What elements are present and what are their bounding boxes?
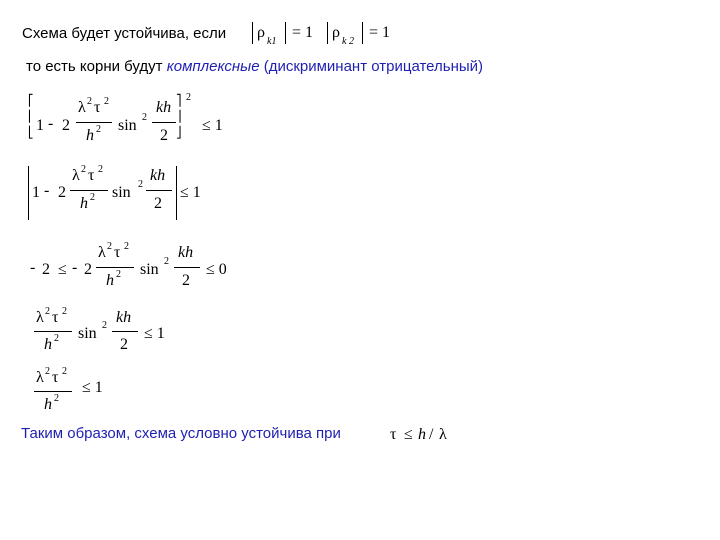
h-var: h xyxy=(86,127,94,144)
fraction-bar xyxy=(112,331,138,332)
less-equal: ≤ xyxy=(58,261,67,278)
abs-bar-right xyxy=(285,22,286,44)
h-var: h xyxy=(106,272,114,289)
sin-func: sin xyxy=(118,117,137,134)
relation: ≤ 1 xyxy=(202,117,223,134)
sin-func: sin xyxy=(112,184,131,201)
relation: ≤ 1 xyxy=(144,325,165,342)
fraction-bar xyxy=(146,190,172,191)
relation: ≤ 0 xyxy=(206,261,227,278)
conclusion-text: Таким образом, схема условно устойчива при xyxy=(21,425,341,442)
lambda: λ xyxy=(36,369,44,386)
two: 2 xyxy=(58,184,66,201)
lambda: λ xyxy=(439,426,447,443)
lambda: λ xyxy=(72,167,80,184)
slash: / xyxy=(429,426,434,443)
abs-bar-left xyxy=(327,22,328,44)
abs-bar-left xyxy=(252,22,253,44)
roots-prefix: то есть корни будут xyxy=(26,58,163,75)
rho-subscript: k1 xyxy=(267,36,277,47)
intro-text: Схема будет устойчива, если xyxy=(22,25,227,42)
sin-func: sin xyxy=(78,325,97,342)
kh-var: kh xyxy=(116,309,132,326)
denominator: 2 xyxy=(120,336,128,353)
kh-var: kh xyxy=(156,99,172,116)
minus: - xyxy=(44,182,50,199)
fraction-bar xyxy=(34,331,72,332)
h-var: h xyxy=(44,396,52,413)
lambda: λ xyxy=(78,99,86,116)
rho-symbol: ρ xyxy=(332,24,340,41)
relation: = 1 xyxy=(369,24,391,41)
rho-symbol: ρ xyxy=(257,24,265,41)
two: 2 xyxy=(62,117,70,134)
lambda: λ xyxy=(36,309,44,326)
rho-subscript: k 2 xyxy=(342,36,354,47)
fraction-bar xyxy=(70,190,108,191)
minus: - xyxy=(30,259,36,276)
complex-word: комплексные xyxy=(166,58,260,75)
tau: τ xyxy=(52,309,59,326)
fraction-bar xyxy=(76,122,112,123)
tau: τ xyxy=(88,167,95,184)
tau: τ xyxy=(390,426,397,443)
h-var: h xyxy=(418,426,426,443)
kh-var: kh xyxy=(178,244,194,261)
fraction-bar xyxy=(174,267,200,268)
discriminant-note: (дискриминант отрицательный) xyxy=(263,58,484,75)
tau: τ xyxy=(94,99,101,116)
one: 1 xyxy=(36,117,44,134)
denominator: 2 xyxy=(160,127,168,144)
two: 2 xyxy=(42,261,50,278)
abs-bar-right xyxy=(176,166,177,220)
roots-statement xyxy=(26,58,483,75)
tau: τ xyxy=(52,369,59,386)
denominator: 2 xyxy=(154,195,162,212)
fraction-bar xyxy=(152,122,176,123)
lambda: λ xyxy=(98,244,106,261)
relation: ≤ 1 xyxy=(82,379,103,396)
relation: ≤ 1 xyxy=(180,184,201,201)
h-var: h xyxy=(44,336,52,353)
abs-bar-left xyxy=(28,166,29,220)
minus: - xyxy=(72,259,78,276)
kh-var: kh xyxy=(150,167,166,184)
relation: = 1 xyxy=(292,24,314,41)
two: 2 xyxy=(84,261,92,278)
one: 1 xyxy=(32,184,40,201)
denominator: 2 xyxy=(182,272,190,289)
less-equal: ≤ xyxy=(404,426,413,443)
fraction-bar xyxy=(96,267,134,268)
sin-func: sin xyxy=(140,261,159,278)
h-var: h xyxy=(80,195,88,212)
fraction-bar xyxy=(34,391,72,392)
minus: - xyxy=(48,115,54,132)
abs-bar-right xyxy=(362,22,363,44)
tau: τ xyxy=(114,244,121,261)
outer-exponent: 2 xyxy=(186,92,191,103)
